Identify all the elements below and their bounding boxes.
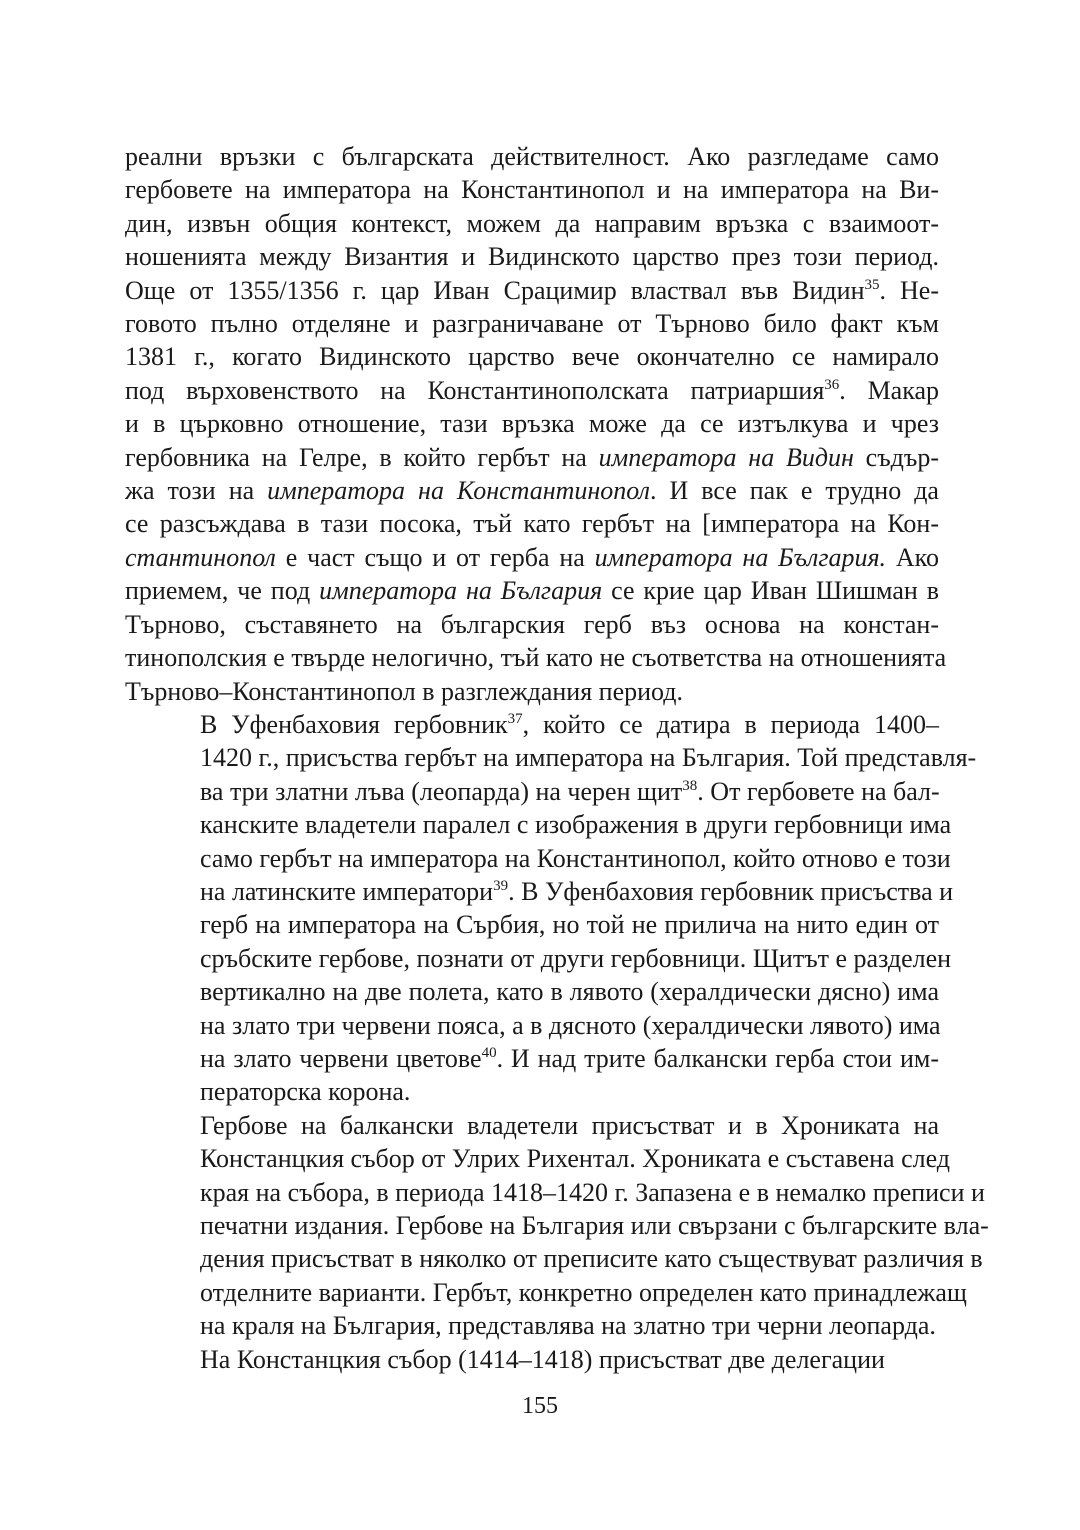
text-line: на латинските императори$^{39}$. В Уфенбаховия гербовник присъства и: [200, 876, 954, 906]
text-line: 1381 г., когато Видинското царство вече окончателно се намирало: [125, 342, 939, 372]
text-line: на злато три червени пояса, а в дясното (хералдически лявото) има: [200, 1010, 941, 1040]
footnote-ref: 36: [824, 376, 840, 393]
paragraph: [125, 140, 947, 708]
italic-term: императора на България: [319, 576, 603, 606]
text-line: гербовника на Гелре, в който гербът на императора на Видин съдър-: [125, 442, 939, 472]
text-line: В Уфенбаховия гербовник$^{37}$, който се датира в периода 1400–: [200, 709, 939, 739]
italic-term: императора на България.: [594, 542, 887, 572]
text-line: 1420 г., присъства гербът на императора на България. Той представля-: [200, 743, 977, 773]
text-line: на краля на България, представлява на златно три черни леопарда.: [200, 1311, 936, 1341]
text-line: под върховенството на Константинополската патриаршия$^{36}$. Макар: [125, 375, 939, 405]
text-line: дения присъстват в няколко от преписите като съществуват различия в: [200, 1244, 983, 1274]
paragraph: [125, 708, 977, 1109]
text-line: ператорска корона.: [200, 1077, 411, 1107]
text-line: края на събора, в периода 1418–1420 г. Запазена е в немалко преписи и: [200, 1177, 985, 1207]
text-line: герб на императора на Сърбия, но той не прилича на нито един от: [200, 910, 939, 940]
footnote-ref: 38: [682, 777, 698, 794]
text-line: Търново, съставянето на българския герб въз основа на констан-: [125, 609, 939, 639]
text-line: На Констанцкия събор (1414–1418) присъстват две делегации: [200, 1344, 885, 1374]
paragraph: [125, 1109, 989, 1343]
text-line: Гербове на балкански владетели присъстват и в Хрониката на: [200, 1110, 939, 1140]
text-line: и в църковно отношение, тази връзка може да се изтълкува и чрез: [125, 409, 939, 439]
italic-term: императора на Константинопол: [267, 476, 650, 506]
text-line: на злато червени цветове$^{40}$. И над трите балкански герба стои им-: [200, 1043, 939, 1073]
text-line: гербовете на императора на Константинопол и на императора на Ви-: [125, 175, 939, 205]
text-line: само гербът на императора на Константинопол, който отново е този: [200, 843, 951, 873]
text-line: тинополския е твърде нелогично, тъй като не съответства на отношенията: [125, 643, 947, 673]
footnote-ref: 40: [481, 1044, 497, 1061]
italic-term: императора на Видин: [598, 442, 854, 472]
text-line: отделните варианти. Гербът, конкретно определен като принадлежащ: [200, 1277, 967, 1307]
text-line: канските владетели паралел с изображения в други гербовници има: [200, 810, 952, 840]
text-line: Търново–Константинопол в разглеждания период.: [125, 676, 684, 706]
text-line: говото пълно отделяне и разграничаване от Търново било факт към: [125, 309, 939, 339]
text-line: приемем, че под императора на България се крие цар Иван Шишман в: [125, 576, 939, 606]
text-line: ва три златни лъва (леопарда) на черен щит$^{38}$. От гербовете на бал-: [200, 776, 940, 806]
text-line: се разсъждава в тази посока, тъй като гербът на [императора на Кон-: [125, 509, 939, 539]
text-line: вертикално на две полета, като в лявото (хералдически дясно) има: [200, 977, 939, 1007]
text-line: жа този на императора на Константинопол. И все пак е трудно да: [125, 476, 939, 506]
text-line: ношенията между Византия и Видинското царство през този период.: [125, 242, 939, 272]
page-number: 155: [522, 1393, 558, 1419]
text-line: Констанцкия събор от Улрих Рихентал. Хрониката е съставена след: [200, 1144, 951, 1174]
text-line: стантинопол е част също и от герба на императора на България. Ако: [125, 542, 939, 572]
footnote-ref: 37: [507, 710, 523, 727]
text-line: сръбските гербове, познати от други гербовници. Щитът е разделен: [200, 943, 952, 973]
text-line: дин, извън общия контекст, можем да направим връзка с взаимоот-: [125, 208, 939, 238]
footnote-ref: 39: [493, 877, 509, 894]
italic-term: стантинопол: [125, 542, 276, 572]
paragraph: [125, 1343, 939, 1376]
text-line: печатни издания. Гербове на България или свързани с българските вла-: [200, 1211, 989, 1240]
text-line: реални връзки с българската действителност. Ако разгледаме само: [125, 142, 939, 171]
page-body: [125, 140, 989, 1376]
text-line: Още от 1355/1356 г. цар Иван Срацимир властвал във Видин$^{35}$. Не-: [125, 275, 939, 305]
footnote-ref: 35: [864, 276, 880, 293]
